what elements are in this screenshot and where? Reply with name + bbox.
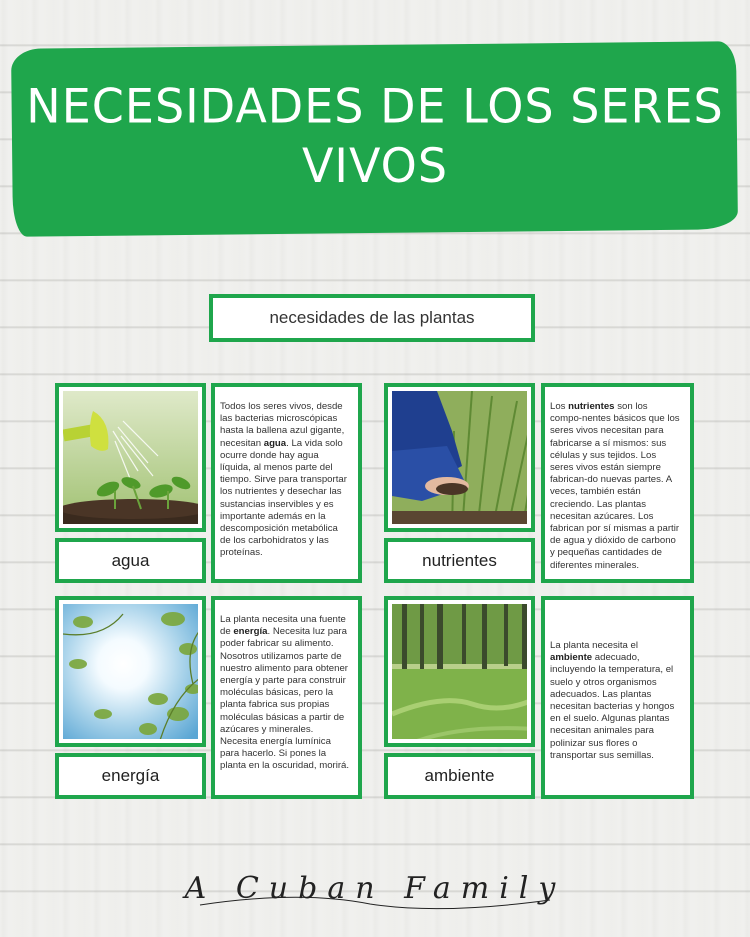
signature	[180, 860, 570, 920]
nutrientes-image-card	[384, 383, 535, 532]
agua-image-card	[55, 383, 206, 532]
ambiente-label: ambiente	[424, 766, 495, 785]
agua-label-card	[55, 538, 206, 583]
ambiente-image-card	[384, 596, 535, 747]
agua-label: agua	[111, 550, 150, 570]
subtitle-text: necesidades de las plantas	[269, 308, 475, 327]
agua-text-card	[211, 383, 362, 583]
soil-in-hands-image	[392, 391, 527, 524]
ambiente-label-card	[384, 753, 535, 799]
subtitle-box	[209, 294, 535, 342]
sunlight-leaves-image	[63, 604, 198, 739]
nutrientes-description: Los nutrientes son los compo-nentes básicos que los seres vivos necesitan para fabricarse a sí mismos: sus células y sus tejidos. Los seres vivos están siempre fabrican-do nuevas partes. A veces, también están creciendo. Las plantas necesitan azúcares. Los fabrican por sí mismas a partir de agua y dióxido de carbono y pequeñas cantidades de diferentes minerales.	[550, 401, 680, 571]
energia-image-card	[55, 596, 206, 747]
nutrientes-label: nutrientes	[422, 550, 497, 570]
nutrientes-label-card	[384, 538, 535, 583]
signature-text: A Cuban Family	[184, 871, 566, 906]
forest-image	[392, 604, 527, 739]
ambiente-description: La planta necesita el ambiente adecuado, incluyendo la temperatura, el suelo y otros organismos adecuados. Las plantas necesitan bacterias y hongos en el suelo. Algunas plantas necesitan animales para polinizar sus flores o transportar sus semillas.	[550, 640, 675, 761]
watering-can-plant-image	[63, 391, 198, 524]
signature-script	[180, 860, 570, 920]
energia-text-card	[211, 596, 362, 799]
agua-description: Todos los seres vivos, desde las bacterias microscópicas hasta la ballena azul gigante, necesitan agua. La vida solo ocurre donde hay agua líquida, al menos parte del tiempo. Sirve para transportar los nutrientes y desechar las sustancias inservibles y es importante además en la descomposición metabólica de los carbohidratos y las proteínas.	[220, 401, 347, 559]
energia-label-card	[55, 753, 206, 799]
energia-description: La planta necesita una fuente de energía. Necesita luz para poder fabricar su alimento. Nosotros utilizamos parte de nuestro alimento para obtener energía y parte para construir moléculas básicas, pero la planta fabrica sus propias moléculas básicas a partir de azúcares y minerales. Necesita energía lumínica para hacerlo. Si pones la planta en la oscuridad, morirá.	[220, 614, 350, 772]
energia-label: energía	[101, 766, 160, 785]
ambiente-text-card	[541, 596, 694, 799]
nutrientes-text-card	[541, 383, 694, 583]
page-title: NECESIDADES DE LOS SERES VIVOS	[26, 78, 724, 194]
